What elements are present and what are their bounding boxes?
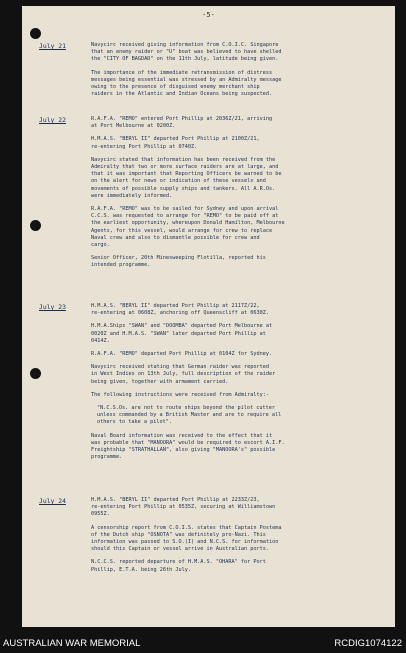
document-page — [22, 6, 395, 627]
entry-paragraph: The importance of the immediate retransmission of distress messages being essential was stressed by an Admiralty message owing to the presence of disguised enemy merchant ship raiders in the Atlantic and Indian Oceans being suspected. — [91, 69, 282, 98]
entry-paragraph: R.A.F.A. "REMO" departed Port Phillip at 0104Z for Sydney. — [91, 351, 273, 358]
punch-hole — [30, 28, 41, 39]
entry-paragraph: N.C.C.S. reported departure of H.M.A.S. "OHARA" for Port Phillip, E.T.A. being 26th July. — [91, 559, 266, 573]
entry-paragraph: Navycirc received stating that German raider was reported in West Indies on 13th July, full description of the raider being given, together with armament carried. — [91, 364, 276, 385]
entry-date: July 23 — [39, 303, 66, 311]
entry-paragraph: H.M.A.S. "BERYL II" departed Port Phillip at 2100Z/21, re-entering Port Phillip at 0740Z. — [91, 136, 260, 150]
entry-paragraph: R.A.F.A. "REMO" entered Port Phillip at 2036Z/21, arriving at Port Melbourne at 0200Z. — [91, 116, 273, 130]
entry-paragraph: Navycirc stated that information has been received from the Admiralty that two or more surface raiders are at large, and that it was important that Reporting Officers be warned to be on the alert for news or indication of these vessels and movements of possible supply ships and tankers. All A.R.Os. were immediately informed. — [91, 156, 282, 199]
entry-paragraph: Senior Officer, 20th Minesweeping Flotilla, reported his intended programme. — [91, 255, 266, 269]
footer-record-id: RCDIG1074122 — [334, 638, 402, 649]
entry-paragraph: H.M.A.Ships "SWAN" and "DOOMBA" departed Port Melbourne at 0020Z and H.M.A.S. "SWAN" later departed Port Phillip at 0414Z. — [91, 323, 273, 344]
entry-date: July 24 — [39, 497, 66, 505]
punch-hole — [30, 220, 41, 231]
entry-date: July 22 — [39, 116, 66, 124]
page-number: -5- — [202, 11, 215, 19]
entry-paragraph: The following instructions were received from Admiralty:- — [91, 391, 270, 398]
entry-paragraph: A censorship report from C.O.I.S. states that Captain Postema of the Dutch ship "OSNOTA" was definitely pro-Nazi. This information was passed to S.O.(I) and N.C.S. for information should this Captain or vessel arrive in Australian ports. — [91, 524, 282, 553]
entry-paragraph: Navycirc received giving information from C.O.I.C. Singapore that an enemy raider or "U" boat was believed to have shelled the "CITY OF BAGDAD" on the 11th July, latitude being given. — [91, 42, 282, 63]
punch-hole — [30, 368, 41, 379]
entry-paragraph: H.M.A.S. "BERYL II" departed Port Phillip at 2117Z/22, re-entering at 0608Z, anchoring off Queenscliff at 0630Z. — [91, 303, 270, 317]
entry-paragraph: H.M.A.S. "BERYL II" departed Port Phillip at 2233Z/23, re-entering Port Phillip at 0535Z, securing at Williamstown 0955Z. — [91, 497, 276, 518]
archive-footer — [0, 630, 406, 653]
entry-paragraph: R.A.F.A. "REMO" was to be sailed for Sydney and upon arrival C.C.S. was requested to arrange for "REMO" to be paid off at the earliest opportunity, whereupon Donald Hamilton, Melbourne Agents, for this vessel, would arrange for crew to replace Naval crew and also to dismantle possible for crew and cargo. — [91, 206, 285, 249]
entry-paragraph: Naval Board information was received to the effect that it was probable that "MANOORA" would be required to escort A.I.F. Freightship "STRATHALLAN", also giving "MANOORA's" possible programme. — [91, 432, 285, 461]
entry-paragraph: "N.C.S.Os. are not to route ships beyond the pilot cutter unless commanded by a British Master and are to require all others to take a pilot". — [97, 405, 282, 426]
entry-date: July 21 — [39, 42, 66, 50]
footer-institution: AUSTRALIAN WAR MEMORIAL — [3, 638, 141, 649]
